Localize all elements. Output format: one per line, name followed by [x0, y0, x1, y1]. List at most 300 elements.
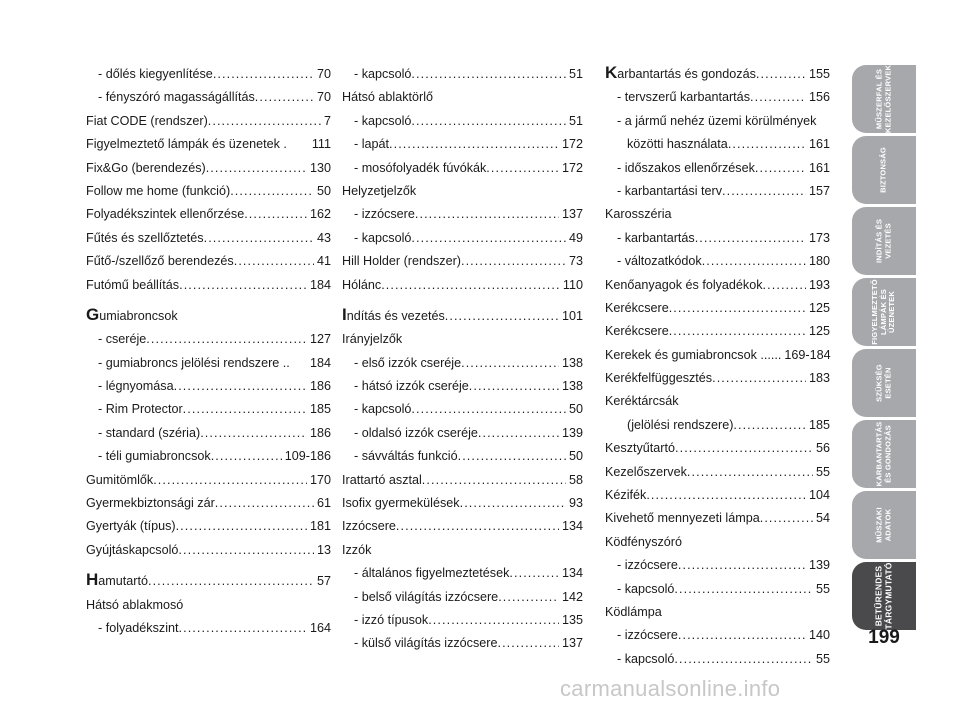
index-entry — [342, 110, 583, 133]
dot-leader — [763, 274, 806, 297]
entry-label — [98, 328, 146, 351]
page-reference: 180 — [808, 254, 830, 269]
entry-label — [605, 297, 669, 320]
entry-text: - hátsó izzók cseréje — [354, 379, 469, 394]
page-reference: 157 — [808, 183, 830, 198]
entry-label — [98, 617, 179, 640]
index-entry — [86, 63, 331, 86]
page-reference: 161 — [808, 160, 830, 175]
entry-text: - légnyomása — [98, 379, 174, 394]
page-reference: 181 — [309, 519, 331, 534]
page-reference: 137 — [561, 636, 583, 651]
entry-label — [605, 320, 669, 343]
entry-label — [354, 63, 411, 86]
entry-label — [605, 274, 763, 297]
entry-label — [605, 61, 756, 86]
entry-label — [98, 86, 255, 109]
entry-text: Kesztyűtartó — [605, 441, 675, 456]
dot-leader — [179, 617, 307, 640]
index-entry — [86, 375, 331, 398]
index-heading — [605, 390, 830, 413]
dot-leader — [460, 492, 566, 515]
entry-text: Kezelőszervek — [605, 464, 687, 479]
page-reference: 57 — [316, 574, 331, 589]
page-reference: 172 — [561, 137, 583, 152]
page-reference: 162 — [309, 207, 331, 222]
sidebar-tab-label: BIZTONSÁG — [878, 147, 888, 193]
page-reference: 111 — [311, 137, 331, 152]
index-entry — [342, 632, 583, 655]
page-reference: 43 — [316, 230, 331, 245]
entry-label — [354, 352, 461, 375]
entry-label — [86, 180, 230, 203]
sidebar-tab-3[interactable] — [852, 207, 916, 275]
page-reference: 138 — [561, 355, 583, 370]
entry-text: - folyadékszint — [98, 620, 179, 635]
index-entry — [605, 414, 830, 437]
index-entry — [86, 617, 331, 640]
entry-label — [342, 539, 371, 562]
dot-leader — [675, 437, 813, 460]
page-reference: 51 — [568, 113, 583, 128]
dot-leader — [461, 352, 559, 375]
entry-label — [86, 469, 153, 492]
entry-text: Keréktárcsák — [605, 394, 679, 409]
page-reference: 134 — [561, 566, 583, 581]
entry-label — [98, 63, 213, 86]
page-reference: 73 — [568, 254, 583, 269]
entry-label — [617, 624, 678, 647]
sidebar-tab-5[interactable] — [852, 349, 916, 417]
entry-label — [86, 594, 183, 617]
index-entry — [605, 507, 830, 530]
page-reference: 156 — [808, 90, 830, 105]
index-entry — [342, 469, 583, 492]
page-reference: 70 — [316, 90, 331, 105]
entry-text: - kapcsoló — [354, 66, 412, 81]
page-reference: 193 — [808, 277, 830, 292]
index-entry — [342, 274, 583, 297]
page-reference: 186 — [309, 425, 331, 440]
page-reference: 186 — [309, 379, 331, 394]
page-reference: 170 — [309, 472, 331, 487]
dot-leader — [234, 250, 314, 273]
entry-text: Irattartó asztal — [342, 472, 422, 487]
dot-leader — [428, 609, 559, 632]
dot-leader — [213, 63, 314, 86]
index-heading — [342, 328, 583, 351]
index-entry — [605, 554, 830, 577]
index-entry — [605, 133, 830, 156]
entry-text: - téli gumiabroncsok — [98, 449, 211, 464]
entry-text: - lapát — [354, 137, 390, 152]
dot-leader — [678, 554, 806, 577]
dot-leader — [411, 398, 566, 421]
entry-text: Hátsó ablaktörlő — [342, 90, 434, 105]
index-entry — [86, 398, 331, 421]
index-entry — [86, 492, 331, 515]
dot-leader — [674, 648, 813, 671]
page-reference: 139 — [561, 425, 583, 440]
index-entry — [86, 86, 331, 109]
entry-text: Kerékcsere — [605, 324, 669, 339]
entry-label — [617, 180, 722, 203]
page-reference: 101 — [561, 308, 583, 323]
page-reference: 55 — [815, 651, 830, 666]
entry-text: Kerékcsere — [605, 300, 669, 315]
entry-text: - általános figyelmeztetések — [354, 566, 510, 581]
entry-text: Ködfényszóró — [605, 534, 683, 549]
entry-text: Hátsó ablakmosó — [86, 597, 184, 612]
entry-label — [342, 274, 381, 297]
page-reference: 109-186 — [284, 449, 331, 464]
entry-label — [605, 367, 712, 390]
entry-label — [617, 110, 816, 133]
dot-leader — [687, 461, 813, 484]
entry-label — [605, 601, 662, 624]
sidebar-tab-6[interactable] — [852, 420, 916, 488]
index-entry — [86, 203, 331, 226]
page-reference: 142 — [561, 589, 583, 604]
index-entry — [342, 157, 583, 180]
entry-text: umiabroncsok — [99, 308, 178, 323]
entry-label — [354, 157, 486, 180]
page-reference: 140 — [808, 628, 830, 643]
page-reference: 54 — [815, 511, 830, 526]
entry-label — [342, 328, 402, 351]
entry-label — [86, 274, 179, 297]
dot-leader — [415, 203, 559, 226]
entry-label — [354, 445, 458, 468]
index-entry — [342, 586, 583, 609]
dot-leader — [497, 632, 559, 655]
page-reference: 185 — [309, 402, 331, 417]
index-entry — [342, 250, 583, 273]
dot-leader — [396, 515, 559, 538]
dot-leader — [148, 570, 314, 593]
page-reference: 70 — [316, 66, 331, 81]
entry-text: Kerekek és gumiabroncsok ...... — [605, 347, 782, 362]
dot-leader — [146, 328, 307, 351]
entry-label — [342, 515, 396, 538]
entry-text: - kapcsoló — [354, 230, 412, 245]
index-entry — [342, 203, 583, 226]
sidebar-tab-7[interactable] — [852, 491, 916, 559]
index-entry — [605, 367, 830, 390]
dot-leader — [695, 227, 806, 250]
entry-text: - gumiabroncs jelölési rendszere .. — [98, 355, 290, 370]
dot-leader — [461, 250, 566, 273]
index-entry — [605, 648, 830, 671]
page-reference: 184 — [309, 355, 331, 370]
dot-leader — [712, 367, 806, 390]
entry-text: - sávváltás funkció — [354, 449, 458, 464]
entry-label — [342, 469, 422, 492]
index-entry — [342, 375, 583, 398]
page-reference: 104 — [808, 488, 830, 503]
index-heading — [342, 180, 583, 203]
entry-label — [617, 250, 702, 273]
entry-text: amutartó — [98, 574, 148, 589]
entry-text: Figyelmeztető lámpák és üzenetek . — [86, 137, 287, 152]
entry-text: - kapcsoló — [354, 113, 412, 128]
initial-letter: H — [86, 570, 99, 590]
entry-text: közötti használata — [627, 137, 728, 152]
entry-text: - tervszerű karbantartás — [617, 90, 750, 105]
entry-text: - fényszóró magasságállítás — [98, 90, 255, 105]
entry-text: Helyzetjelzők — [342, 183, 417, 198]
entry-text: Kenőanyagok és folyadékok — [605, 277, 763, 292]
entry-text: Irányjelzők — [342, 332, 403, 347]
entry-label — [617, 554, 678, 577]
entry-text: - oldalsó izzók cseréje — [354, 425, 478, 440]
entry-text: Karosszéria — [605, 207, 672, 222]
dot-leader — [509, 562, 559, 585]
dot-leader — [179, 274, 307, 297]
index-entry — [86, 250, 331, 273]
entry-label — [617, 578, 674, 601]
dot-leader — [733, 414, 806, 437]
entry-label — [86, 250, 234, 273]
entry-label — [354, 133, 389, 156]
entry-label — [354, 375, 469, 398]
page-reference: 50 — [316, 183, 331, 198]
entry-text: - időszakos ellenőrzések — [617, 160, 755, 175]
dot-leader — [646, 484, 806, 507]
initial-letter: K — [605, 62, 618, 82]
page-reference: 134 — [561, 519, 583, 534]
index-entry — [342, 352, 583, 375]
entry-text: - belső világítás izzócsere — [354, 589, 499, 604]
entry-text: Futómű beállítás — [86, 277, 180, 292]
entry-text: - változatkódok — [617, 254, 702, 269]
entry-label — [605, 203, 672, 226]
entry-text: Fűtés és szellőztetés — [86, 230, 204, 245]
index-entry — [605, 320, 830, 343]
page-reference: 110 — [562, 277, 583, 292]
dot-leader — [422, 469, 566, 492]
page-reference: 58 — [568, 472, 583, 487]
index-entry — [342, 609, 583, 632]
index-column-3 — [605, 63, 830, 671]
entry-text: - izzócsere — [617, 628, 678, 643]
entry-text: - izzó típusok — [354, 612, 429, 627]
dot-leader — [498, 586, 559, 609]
index-entry — [86, 422, 331, 445]
entry-text: Gyermekbiztonsági zár — [86, 496, 215, 511]
entry-label — [354, 203, 415, 226]
entry-text: Izzócsere — [342, 519, 396, 534]
index-entry — [86, 180, 331, 203]
sidebar-tab-label: MŰSZERFAL ÉS KEZELŐSZERVEK — [874, 65, 892, 133]
entry-text: - cseréje — [98, 332, 147, 347]
index-entry — [605, 437, 830, 460]
entry-text: ndítás és vezetés — [346, 308, 445, 323]
index-entry — [342, 133, 583, 156]
entry-label — [98, 398, 183, 421]
index-entry — [605, 274, 830, 297]
initial-letter: G — [86, 304, 100, 324]
entry-label — [354, 422, 478, 445]
entry-label — [98, 422, 200, 445]
sidebar-tab-2[interactable] — [852, 136, 916, 204]
page-reference: 55 — [815, 464, 830, 479]
index-heading — [342, 86, 583, 109]
page-reference: 49 — [568, 230, 583, 245]
dot-leader — [183, 398, 307, 421]
page-reference: 164 — [309, 620, 331, 635]
page-number: 199 — [868, 627, 900, 648]
dot-leader — [178, 539, 314, 562]
dot-leader — [255, 86, 314, 109]
entry-text: - külső világítás izzócsere — [354, 636, 498, 651]
entry-text: Hill Holder (rendszer) — [342, 254, 461, 269]
page-reference: 125 — [808, 324, 830, 339]
entry-label — [86, 539, 178, 562]
index-heading — [86, 594, 331, 617]
page-reference: 7 — [323, 113, 331, 128]
index-entry — [605, 344, 830, 367]
entry-text: Gyújtáskapcsoló — [86, 542, 179, 557]
entry-label — [354, 586, 498, 609]
index-entry — [86, 539, 331, 562]
dot-leader — [204, 227, 314, 250]
entry-label — [605, 437, 675, 460]
entry-text: (jelölési rendszere) — [627, 417, 734, 432]
entry-text: Fix&Go (berendezés) — [86, 160, 206, 175]
index-entry — [605, 624, 830, 647]
page-reference: 41 — [316, 254, 331, 269]
index-entry — [605, 157, 830, 180]
index-entry — [342, 492, 583, 515]
entry-label — [86, 492, 215, 515]
entry-text: Folyadékszintek ellenőrzése — [86, 207, 245, 222]
dot-leader — [230, 180, 314, 203]
entry-label — [86, 303, 178, 328]
dot-leader — [200, 422, 307, 445]
index-heading — [86, 305, 331, 328]
index-entry — [605, 180, 830, 203]
entry-label — [86, 227, 204, 250]
page-reference: 161 — [808, 137, 830, 152]
sidebar-tab-label: INDÍTÁS ÉS VEZETÉS — [874, 218, 892, 264]
sidebar-tab-label: SZÜKSÉG ESETÉN — [874, 364, 892, 402]
entry-text: - kapcsoló — [617, 581, 675, 596]
entry-label — [605, 461, 687, 484]
entry-label — [86, 133, 287, 156]
page-reference: 93 — [568, 496, 583, 511]
entry-label — [354, 562, 509, 585]
page-reference: 185 — [808, 417, 830, 432]
index-entry — [342, 422, 583, 445]
dot-leader — [486, 157, 559, 180]
index-heading — [342, 539, 583, 562]
index-entry — [342, 515, 583, 538]
dot-leader — [722, 180, 806, 203]
entry-text: Follow me home (funkció) — [86, 183, 231, 198]
sidebar-tab-label: KARBANTARTÁS ÉS GONDOZÁS — [874, 421, 892, 487]
index-heading — [605, 203, 830, 226]
page-reference: 130 — [309, 160, 331, 175]
index-entry — [605, 227, 830, 250]
sidebar-tab-8[interactable] — [852, 562, 916, 630]
entry-text: - kapcsoló — [617, 651, 675, 666]
sidebar-tab-4[interactable] — [852, 278, 916, 346]
page-reference: 50 — [568, 449, 583, 464]
entry-text: - karbantartás — [617, 230, 695, 245]
initial-letter: I — [342, 304, 347, 324]
page-reference: 139 — [808, 558, 830, 573]
dot-leader — [755, 157, 806, 180]
index-entry — [342, 445, 583, 468]
index-entry — [605, 578, 830, 601]
entry-text: arbantartás és gondozás — [617, 66, 756, 81]
entry-label — [605, 531, 682, 554]
entry-text: Fiat CODE (rendszer) — [86, 113, 208, 128]
entry-label — [354, 398, 411, 421]
entry-label — [342, 180, 416, 203]
sidebar-tab-label: FIGYELMEZTETŐ LÁMPÁK ÉS ÜZENETEK — [870, 279, 897, 345]
entry-label — [605, 344, 781, 367]
dot-leader — [176, 515, 307, 538]
entry-label — [86, 203, 244, 226]
index-entry — [86, 445, 331, 468]
watermark: carmanualsonline.info — [560, 676, 781, 701]
index-entry — [605, 461, 830, 484]
entry-label — [342, 303, 445, 328]
page-reference: 56 — [815, 441, 830, 456]
entry-text: - izzócsere — [354, 207, 415, 222]
index-entry — [605, 250, 830, 273]
dot-leader — [469, 375, 559, 398]
page-reference: 61 — [316, 496, 331, 511]
dot-leader — [389, 133, 559, 156]
entry-label — [86, 157, 206, 180]
dot-leader — [174, 375, 307, 398]
entry-text: - dőlés kiegyenlítése — [98, 66, 213, 81]
page-reference: 125 — [808, 300, 830, 315]
page-reference: 135 — [561, 612, 583, 627]
entry-label — [354, 609, 428, 632]
sidebar-tab-1[interactable] — [852, 65, 916, 133]
page-reference: 51 — [568, 66, 583, 81]
entry-label — [342, 492, 460, 515]
entry-label — [354, 110, 411, 133]
entry-text: - a jármű nehéz üzemi körülmények — [617, 113, 817, 128]
entry-label — [617, 86, 750, 109]
entry-text: Kerékfelfüggesztés — [605, 371, 713, 386]
dot-leader — [478, 422, 559, 445]
entry-text: - mosófolyadék fúvókák — [354, 160, 487, 175]
index-entry — [86, 570, 331, 593]
dot-leader — [244, 203, 307, 226]
dot-leader — [411, 227, 566, 250]
entry-label — [605, 507, 760, 530]
entry-label — [354, 227, 411, 250]
dot-leader — [211, 445, 282, 468]
entry-label — [627, 414, 733, 437]
index-entry — [86, 328, 331, 351]
dot-leader — [702, 250, 806, 273]
index-entry — [605, 297, 830, 320]
entry-text: - kapcsoló — [354, 402, 412, 417]
index-entry — [605, 484, 830, 507]
page-reference: 173 — [808, 230, 830, 245]
dot-leader — [445, 305, 559, 328]
index-column-1 — [86, 63, 331, 640]
entry-label — [617, 648, 674, 671]
entry-text: Kivehető mennyezeti lámpa — [605, 511, 760, 526]
